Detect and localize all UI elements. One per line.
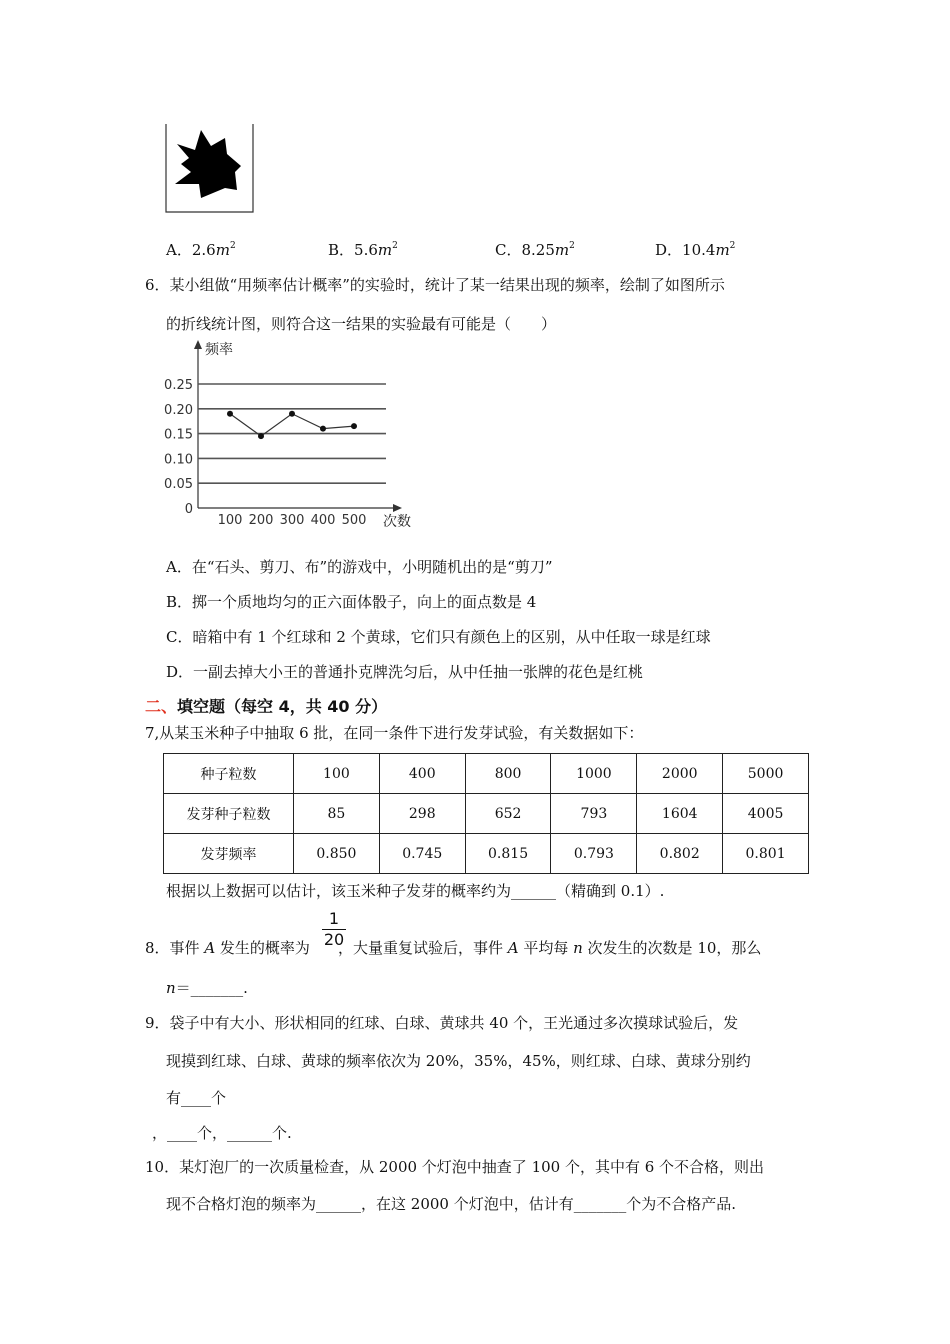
data-point — [351, 423, 357, 429]
x-axis-arrow — [393, 504, 402, 512]
q6-option-d: D．一副去掉大小王的普通扑克牌洗匀后，从中任抽一张牌的花色是红桃 — [166, 663, 644, 681]
table-cell: 0.815 — [465, 834, 551, 874]
table-cell: 400 — [379, 754, 465, 794]
table-cell: 800 — [465, 754, 551, 794]
fraction-numerator: 1 — [328, 909, 340, 928]
q10-stem-line1: 10．某灯泡厂的一次质量检查，从 2000 个灯泡中抽查了 100 个，其中有 6 个不合格，则出 — [145, 1158, 765, 1176]
germination-table — [163, 753, 809, 874]
series-line — [230, 414, 354, 436]
table-row — [164, 754, 809, 794]
table-cell: 4005 — [723, 794, 809, 834]
table-cell: 0.793 — [551, 834, 637, 874]
table-cell: 652 — [465, 794, 551, 834]
y-tick-label: 0.05 — [164, 477, 193, 493]
section-heading-fill-in — [145, 694, 387, 717]
q6-stem-line2: 的折线统计图，则符合这一结果的实验最有可能是（ ） — [166, 315, 557, 333]
table-cell: 发芽种子粒数 — [164, 794, 294, 834]
y-axis-arrow — [194, 340, 202, 349]
x-tick-label: 400 — [310, 513, 336, 528]
table-cell: 85 — [294, 794, 380, 834]
table-cell: 2000 — [637, 754, 723, 794]
table-cell: 5000 — [723, 754, 809, 794]
q5-option-c: C．$8.25m^2$ — [495, 241, 575, 259]
fraction-denominator: 20 — [323, 930, 345, 949]
table-row — [164, 794, 809, 834]
table-cell: 793 — [551, 794, 637, 834]
q8-stem-line1: 8．事件 A 发生的概率为 ，大量重复试验后，事件 A 平均每 n 次发生的次数是 10，那么 — [145, 939, 762, 957]
y-axis-label: 频率 — [205, 342, 233, 358]
y-tick-label: 0.20 — [164, 402, 193, 418]
table-cell: 0.802 — [637, 834, 723, 874]
probability-fraction — [322, 910, 346, 949]
data-point — [227, 411, 233, 417]
q5-figure — [165, 124, 254, 213]
q9-stem-line1: 9．袋子中有大小、形状相同的红球、白球、黄球共 40 个，王光通过多次摸球试验后，发 — [145, 1014, 739, 1032]
q7-estimate: 根据以上数据可以估计，该玉米种子发芽的概率约为______（精确到 0.1）. — [166, 882, 665, 900]
q8-stem-line2: n＝_______. — [166, 979, 248, 997]
q5-option-d: D．$10.4m^2$ — [655, 241, 736, 259]
y-tick-label: 0.15 — [164, 427, 193, 443]
data-point — [258, 433, 264, 439]
x-tick-label: 100 — [217, 513, 243, 528]
table-row — [164, 834, 809, 874]
y-tick-label: 0 — [184, 502, 193, 517]
q9-stem-line3: 有____个 — [166, 1089, 227, 1107]
table-cell: 0.850 — [294, 834, 380, 874]
q5-option-a: A．$2.6m^2$ — [166, 241, 236, 259]
x-tick-label: 200 — [248, 513, 274, 528]
q10-stem-line2: 现不合格灯泡的频率为______，在这 2000 个灯泡中，估计有_______个为不合格产品. — [166, 1195, 736, 1213]
x-tick-label: 500 — [341, 513, 367, 528]
irregular-shape-icon — [165, 124, 254, 213]
table-cell: 发芽频率 — [164, 834, 294, 874]
q6-option-c: C．暗箱中有 1 个红球和 2 个黄球，它们只有颜色上的区别，从中任取一球是红球 — [166, 628, 711, 646]
table-cell: 0.801 — [723, 834, 809, 874]
table-cell: 298 — [379, 794, 465, 834]
section-title: 填空题（每空 4，共 40 分） — [177, 697, 388, 716]
table-cell: 1604 — [637, 794, 723, 834]
q9-stem-line4: ，____个，______个. — [152, 1124, 292, 1142]
q7-stem: 7,从某玉米种子中抽取 6 批，在同一条件下进行发芽试验，有关数据如下： — [145, 724, 644, 742]
table-cell: 种子粒数 — [164, 754, 294, 794]
section-number: 二、 — [145, 697, 178, 716]
table-cell: 100 — [294, 754, 380, 794]
table-cell: 1000 — [551, 754, 637, 794]
q9-stem-line2: 现摸到红球、白球、黄球的频率依次为 20%，35%，45%，则红球、白球、黄球分别约 — [166, 1052, 751, 1070]
q5-option-b: B．$5.6m^2$ — [328, 241, 398, 259]
q6-stem-line1: 6．某小组做“用频率估计概率”的实验时，统计了某一结果出现的频率，绘制了如图所示 — [145, 276, 725, 294]
table-cell: 0.745 — [379, 834, 465, 874]
x-tick-label: 300 — [279, 513, 305, 528]
frequency-line-chart — [150, 336, 430, 536]
x-axis-label: 次数 — [383, 514, 411, 530]
data-point — [289, 411, 295, 417]
y-tick-label: 0.25 — [164, 378, 193, 393]
y-tick-label: 0.10 — [164, 452, 193, 468]
q6-option-a: A．在“石头、剪刀、布”的游戏中，小明随机出的是“剪刀” — [166, 558, 553, 576]
q6-option-b: B．掷一个质地均匀的正六面体骰子，向上的面点数是 4 — [166, 593, 537, 611]
data-point — [320, 426, 326, 432]
